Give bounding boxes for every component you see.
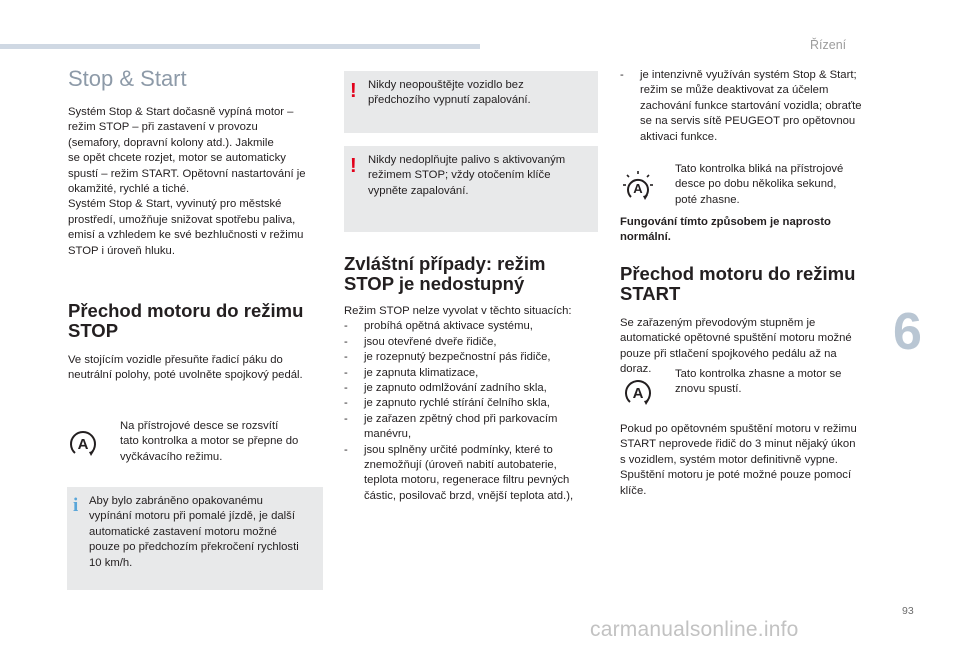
blink-lamp-text: Tato kontrolka bliká na přístrojové desce po dobu několika sekund, poté zhasne. bbox=[675, 163, 844, 206]
lamp-letter: A bbox=[633, 181, 643, 196]
intro-paragraph: Systém Stop & Start dočasně vypíná motor – režim STOP – při zastavení v provozu (semafory, dopravní kolony atd.). Jakmile se opět chcete rozjet, motor se automaticky spustí – režim START. Opětovní nastartování je okamžité, rychlé a tiché. Systém Stop & Start, vyvinutý pro městské prostředí, umožňuje snižovat spotřebu paliva, emisí a vzhledem ke své bezhlučnosti v režimu STOP i úroveň hluku. bbox=[68, 106, 306, 257]
chapter-number: 6 bbox=[893, 303, 922, 361]
final-paragraph-block bbox=[620, 422, 882, 499]
section-title: Řízení bbox=[810, 38, 847, 52]
column-3 bbox=[620, 68, 882, 145]
page-title: Stop & Start bbox=[68, 66, 187, 91]
header-bar bbox=[0, 44, 480, 49]
heading-start-mode: Přechod motoru do režimu START bbox=[620, 262, 856, 304]
warning-box-1 bbox=[344, 71, 598, 133]
page-number: 93 bbox=[902, 605, 914, 617]
special-cases-list bbox=[344, 319, 604, 504]
list-item: - je rozepnutý bezpečnostní pás řidiče, bbox=[344, 350, 604, 365]
heading-stop-mode: Přechod motoru do režimu STOP bbox=[68, 300, 304, 342]
off-lamp-note bbox=[675, 367, 875, 398]
stop-start-indicator-icon bbox=[67, 426, 99, 458]
continued-list bbox=[620, 68, 882, 145]
list-item: - je intenzivně využíván systém Stop & Start; režim se může deaktivovat za účelem zachování funkce startování vozidla; obraťte se na servis sítě PEUGEOT pro opětovnou aktivaci funkce. bbox=[620, 68, 882, 145]
stop-lamp-note bbox=[120, 419, 325, 465]
warning-icon: ! bbox=[350, 155, 357, 177]
final-paragraph: Pokud po opětovném spuštění motoru v režimu START neprovede řidič do 3 minut nějaký úkon s vozidlem, systém motor definitivně vypne. Spuštění motoru je poté možné pouze pomocí klíče. bbox=[620, 423, 857, 497]
warning-box-2 bbox=[344, 146, 598, 232]
column-1 bbox=[68, 66, 326, 384]
blink-lamp-note bbox=[675, 162, 875, 208]
lamp-letter: A bbox=[632, 385, 644, 402]
list-item: - jsou splněny určité podmínky, které to znemožňují (úroveň nabití autobaterie, teplota motoru, regenerace filtru pevných částic, posilovač brzd, vnější teplota atd.), bbox=[344, 443, 604, 505]
warning-box-1-text: Nikdy neopouštějte vozidlo bez předchozího vypnutí zapalování. bbox=[368, 79, 531, 107]
info-box-text: Aby bylo zabráněno opakovanému vypínání motoru při pomalé jízdě, je další automatické zastavení motoru možné pouze po předchozím překročení rychlosti 10 km/h. bbox=[89, 495, 299, 569]
blinking-indicator-icon bbox=[622, 170, 654, 202]
warning-box-2-text: Nikdy nedoplňujte palivo s aktivovaným režimem STOP; vždy otočením klíče vypněte zapalování. bbox=[368, 154, 566, 197]
heading-special-cases: Zvláštní případy: režim STOP je nedostupný bbox=[344, 253, 546, 294]
list-item: - jsou otevřené dveře řidiče, bbox=[344, 335, 604, 350]
info-box bbox=[67, 487, 323, 590]
lamp-letter: A bbox=[77, 436, 89, 453]
info-icon: i bbox=[73, 495, 79, 516]
normal-operation-note: Fungování tímto způsobem je naprosto normální. bbox=[620, 216, 831, 244]
column-2 bbox=[344, 254, 604, 504]
list-item: - probíhá opětná aktivace systému, bbox=[344, 319, 604, 334]
list-item: - je zapnuto rychlé stírání čelního skla, bbox=[344, 396, 604, 411]
start-indicator-icon bbox=[622, 375, 654, 407]
list-item: - je zapnuto odmlžování zadního skla, bbox=[344, 381, 604, 396]
stop-lamp-text: Na přístrojové desce se rozsvítí tato kontrolka a motor se přepne do vyčkávacího režimu. bbox=[120, 420, 299, 463]
list-item: - je zapnuta klimatizace, bbox=[344, 366, 604, 381]
watermark-text[interactable]: carmanualsonline.info bbox=[590, 618, 799, 641]
off-lamp-text: Tato kontrolka zhasne a motor se znovu spustí. bbox=[675, 368, 842, 396]
start-mode-paragraph: Se zařazeným převodovým stupněm je automatické opětovné spuštění motoru možné pouze při stlačení spojkového pedálu až na doraz. bbox=[620, 316, 852, 376]
warning-icon: ! bbox=[350, 80, 357, 102]
stop-mode-paragraph: Ve stojícím vozidle přesuňte řadicí páku do neutrální polohy, poté uvolněte spojkový pedál. bbox=[68, 354, 303, 382]
column-3-lower bbox=[620, 215, 882, 377]
list-item: - je zařazen zpětný chod při parkovacím manévru, bbox=[344, 412, 604, 443]
special-cases-intro: Režim STOP nelze vyvolat v těchto situacích: bbox=[344, 305, 572, 317]
